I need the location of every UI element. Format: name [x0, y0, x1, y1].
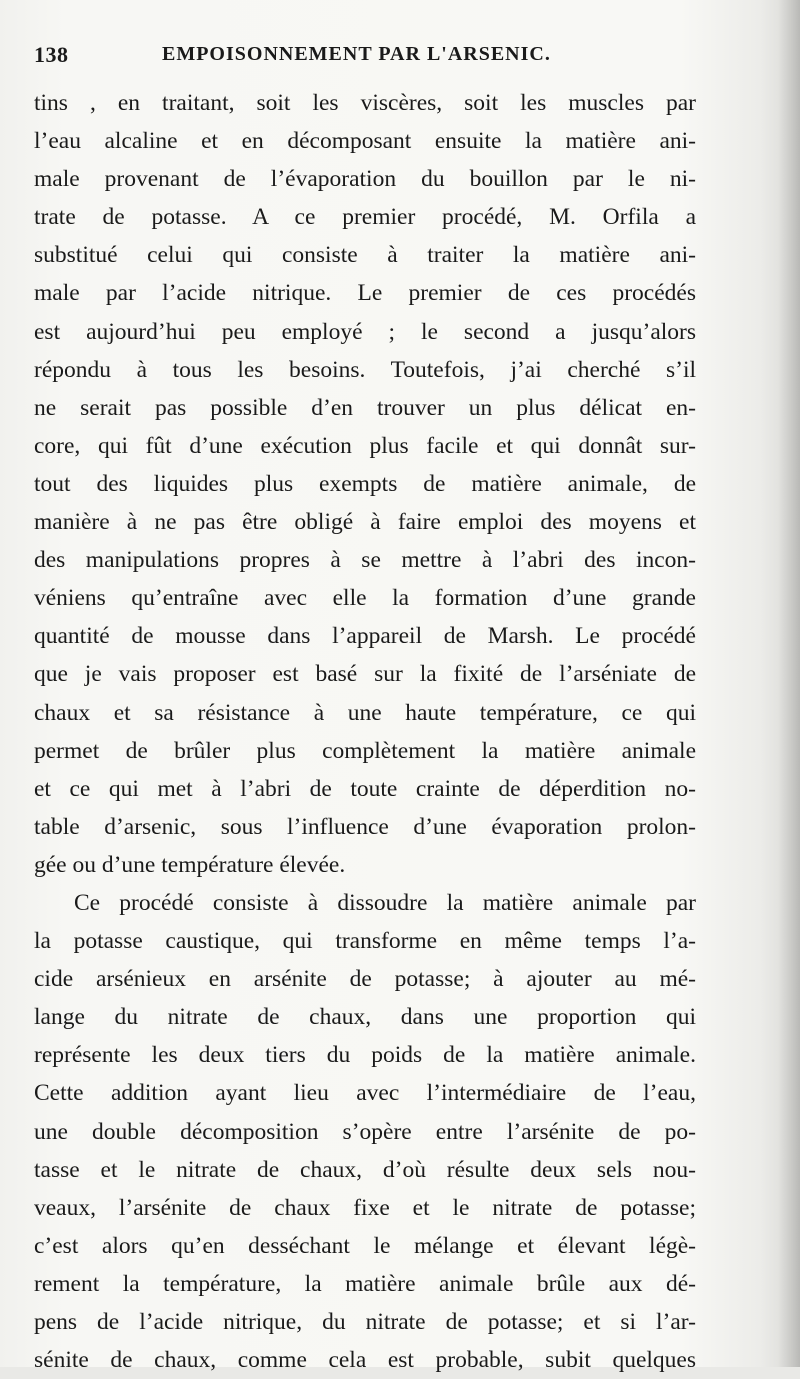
text-line: c’est alors qu’en desséchant le mélange et élevant légè-: [34, 1232, 696, 1259]
body-text: [34, 84, 696, 1379]
text-line: est aujourd’hui peu employé ; le second a jusqu’alors: [34, 318, 696, 345]
text-line: tout des liquides plus exempts de matière animale, de: [34, 470, 696, 497]
text-line: manière à ne pas être obligé à faire emploi des moyens et: [34, 509, 696, 536]
text-line: et ce qui met à l’abri de toute crainte de déperdition no-: [34, 775, 696, 802]
text-line: pens de l’acide nitrique, du nitrate de potasse; et si l’ar-: [34, 1309, 696, 1335]
text-line: tins , en traitant, soit les viscères, soit les muscles par: [34, 90, 696, 116]
text-line: tasse et le nitrate de chaux, d’où résulte deux sels nou-: [34, 1156, 696, 1183]
text-line: table d’arsenic, sous l’influence d’une évaporation prolon-: [34, 813, 696, 840]
text-line: male par l’acide nitrique. Le premier de ces procédés: [34, 280, 696, 307]
text-line: Ce procédé consiste à dissoudre la matière animale par: [74, 889, 696, 916]
text-line: répondu à tous les besoins. Toutefois, j’ai cherché s’il: [34, 356, 696, 383]
text-line: une double décomposition s’opère entre l’arsénite de po-: [34, 1118, 696, 1145]
running-title: EMPOISONNEMENT PAR L'ARSENIC.: [162, 43, 551, 65]
text-line: cide arsénieux en arsénite de potasse; à ajouter au mé-: [34, 966, 696, 993]
text-line: l’eau alcaline et en décomposant ensuite la matière ani-: [34, 128, 696, 155]
text-line: quantité de mousse dans l’appareil de Marsh. Le procédé: [34, 623, 696, 650]
text-line: chaux et sa résistance à une haute température, ce qui: [34, 699, 696, 726]
page-edge-shadow: [778, 0, 800, 1367]
text-line: permet de brûler plus complètement la matière animale: [34, 737, 696, 764]
page-header: [34, 42, 714, 72]
text-line: substitué celui qui consiste à traiter la matière ani-: [34, 242, 696, 269]
paragraph-2: [34, 884, 696, 1379]
text-line: gée ou d’une température élevée.: [34, 851, 346, 878]
text-line: que je vais proposer est basé sur la fixité de l’arséniate de: [34, 661, 696, 688]
text-line: la potasse caustique, qui transforme en même temps l’a-: [34, 928, 696, 955]
text-line: lange du nitrate de chaux, dans une proportion qui: [34, 1004, 696, 1031]
text-line: ne serait pas possible d’en trouver un plus délicat en-: [34, 394, 696, 421]
paragraph-1: [34, 84, 696, 884]
text-line: core, qui fût d’une exécution plus facile et qui donnât sur-: [34, 432, 696, 459]
text-line: véniens qu’entraîne avec elle la formation d’une grande: [34, 585, 696, 612]
text-line: représente les deux tiers du poids de la matière animale.: [34, 1042, 696, 1069]
text-line: trate de potasse. A ce premier procédé, M. Orfila a: [34, 204, 696, 231]
text-line: Cette addition ayant lieu avec l’intermédiaire de l’eau,: [34, 1080, 696, 1107]
text-line: sénite de chaux, comme cela est probable, subit quelques: [34, 1347, 696, 1374]
text-line: male provenant de l’évaporation du bouillon par le ni-: [34, 166, 696, 193]
text-line: des manipulations propres à se mettre à l’abri des incon-: [34, 547, 696, 574]
text-line: rement la température, la matière animale brûle aux dé-: [34, 1270, 696, 1297]
page-number: 138: [34, 42, 69, 67]
text-line: veaux, l’arsénite de chaux fixe et le nitrate de potasse;: [34, 1194, 696, 1221]
